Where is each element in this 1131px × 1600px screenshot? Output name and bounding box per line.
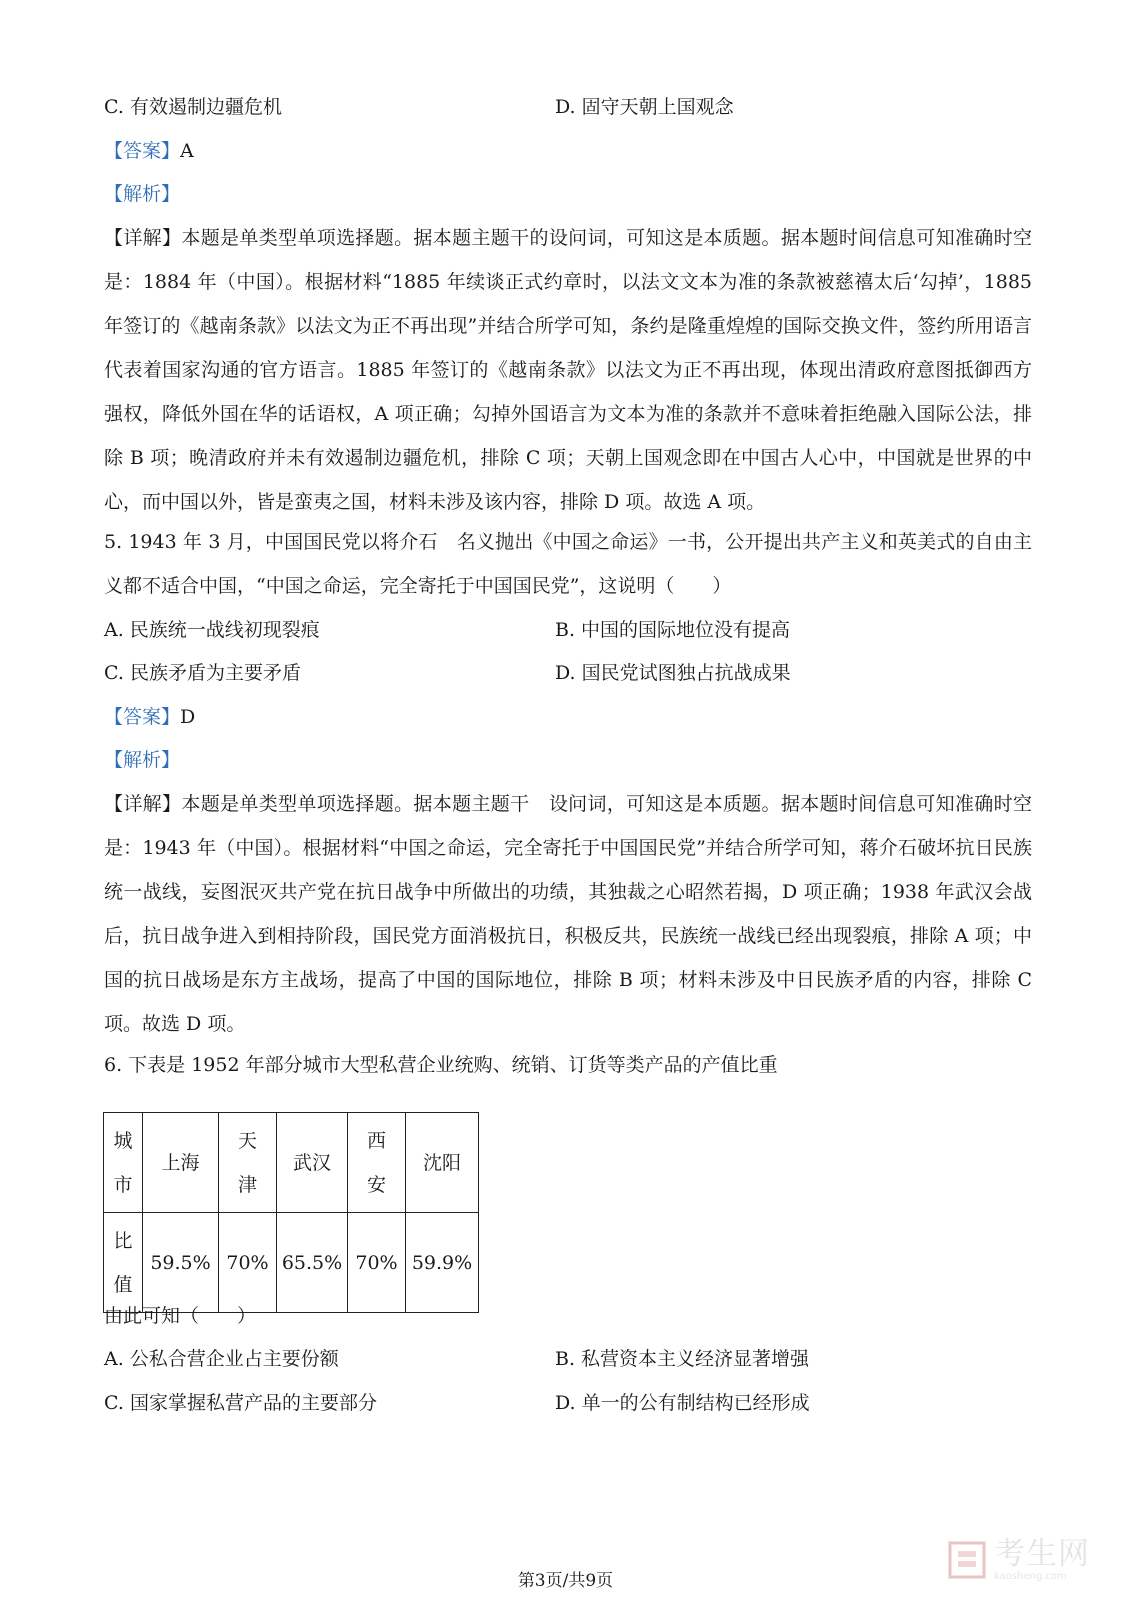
answer-tag: 【答案】 xyxy=(104,706,181,728)
q6-option-a: A. 公私合营企业占主要份额 xyxy=(104,1348,339,1370)
city-cell xyxy=(348,1113,406,1213)
logo-name: 考生网 xyxy=(994,1535,1090,1572)
cell-line: 沈阳 xyxy=(422,1151,461,1174)
value-cell: 70% xyxy=(219,1213,277,1313)
q5-detail xyxy=(104,782,1032,1046)
city-cell xyxy=(219,1113,277,1213)
cell-line: 天 xyxy=(237,1129,257,1152)
table-row-city xyxy=(104,1113,479,1213)
q4-answer xyxy=(104,138,194,164)
cell-line: 值 xyxy=(113,1273,133,1296)
cell-line: 比 xyxy=(113,1229,133,1252)
page-number: 第3页/共9页 xyxy=(517,1571,614,1591)
q5-answer xyxy=(104,704,195,730)
value-cell: 59.9% xyxy=(406,1213,479,1313)
cell-line: 西 xyxy=(366,1129,386,1152)
q5-option-d: D. 国民党试图独占抗战成果 xyxy=(555,662,791,684)
answer-value: A xyxy=(180,140,194,162)
logo-url: kaosheng.com xyxy=(994,1570,1067,1582)
q6-question: 由此可知（ ） xyxy=(104,1305,257,1327)
detail-text: 本题是单类型单项选择题。据本题主题干的设问词，可知这是本质题。据本题时间信息可知准确时空是：1884 年（中国）。根据材料“1885 年续谈正式约章时，以法文文本为准的条款被慈禧太后‘勾掉’，1885 年签订的《越南条款》以法文为正不再出现”并结合所学可知，条约是隆重煌煌的国际交换文件，签约所用语言代表着国家沟通的官方语言。1885 年签订的《越南条款》以法文为正不再出现，体现出清政府意图抵御西方强权，降低外国在华的话语权，A 项正确；勾掉外国语言为文本为准的条款并不意味着拒绝融入国际公法，排除 B 项；晚清政府并未有效遏制边疆危机，排除 C 项；天朝上国观念即在中国古人心中，中国就是世界的中心，而中国以外，皆是蛮夷之国，材料未涉及该内容，排除 D 项。故选 A 项。 xyxy=(104,227,1032,513)
cell-line: 安 xyxy=(366,1173,386,1196)
q5-option-a: A. 民族统一战线初现裂痕 xyxy=(104,619,320,641)
answer-tag: 【答案】 xyxy=(104,140,181,162)
q4-analysis-heading xyxy=(104,181,180,207)
q4-detail xyxy=(104,216,1032,524)
q5-stem: 5. 1943 年 3 月，中国国民党以将介石 名义抛出《中国之命运》一书，公开提出共产主义和英美式的自由主义都不适合中国，“中国之命运，完全寄托于中国国民党”，这说明（ ） xyxy=(104,531,1032,597)
logo-mark-icon xyxy=(948,1541,986,1579)
q6-option-c: C. 国家掌握私营产品的主要部分 xyxy=(104,1392,377,1414)
city-cell xyxy=(143,1113,219,1213)
city-ratio-table xyxy=(103,1112,479,1313)
analysis-tag: 【解析】 xyxy=(104,183,181,205)
cell-line: 市 xyxy=(113,1173,133,1196)
cell-line: 城 xyxy=(113,1129,133,1152)
q5-option-c: C. 民族矛盾为主要矛盾 xyxy=(104,662,301,684)
value-cell: 59.5% xyxy=(143,1213,219,1313)
q5-option-b: B. 中国的国际地位没有提高 xyxy=(555,619,791,641)
q6-option-d: D. 单一的公有制结构已经形成 xyxy=(555,1392,810,1414)
detail-tag: 【详解】 xyxy=(104,793,182,815)
q5-analysis-heading xyxy=(104,747,180,773)
detail-tag: 【详解】 xyxy=(104,227,182,249)
cell-line: 津 xyxy=(237,1173,257,1196)
city-cell xyxy=(277,1113,348,1213)
detail-text: 本题是单类型单项选择题。据本题主题干 设问词，可知这是本质题。据本题时间信息可知准确时空是：1943 年（中国）。根据材料“中国之命运，完全寄托于中国国民党”并结合所学可知，蒋介石破坏抗日民族统一战线，妄图泯灭共产党在抗日战争中所做出的功绩，其独裁之心昭然若揭，D 项正确；1938 年武汉会战后，抗日战争进入到相持阶段，国民党方面消极抗日，积极反共，民族统一战线已经出现裂痕，排除 A 项；中国的抗日战场是东方主战场，提高了中国的国际地位，排除 B 项；材料未涉及中日民族矛盾的内容，排除 C 项。故选 D 项。 xyxy=(104,793,1032,1035)
logo-text xyxy=(994,1535,1090,1582)
cell-line: 上海 xyxy=(161,1151,200,1174)
city-cell xyxy=(406,1113,479,1213)
q4-option-c: C. 有效遏制边疆危机 xyxy=(104,96,282,118)
q6-stem: 6. 下表是 1952 年部分城市大型私营企业统购、统销、订货等类产品的产值比重 xyxy=(104,1054,778,1076)
analysis-tag: 【解析】 xyxy=(104,749,181,771)
watermark-logo xyxy=(948,1535,1118,1582)
q4-option-d: D. 固守天朝上国观念 xyxy=(555,96,734,118)
cell-line: 武汉 xyxy=(292,1151,331,1174)
q6-option-b: B. 私营资本主义经济显著增强 xyxy=(555,1348,810,1370)
table-row-ratio xyxy=(104,1213,479,1313)
value-cell: 65.5% xyxy=(277,1213,348,1313)
row-header-city xyxy=(104,1113,143,1213)
row-header-ratio xyxy=(104,1213,143,1313)
value-cell: 70% xyxy=(348,1213,406,1313)
answer-value: D xyxy=(180,706,196,728)
